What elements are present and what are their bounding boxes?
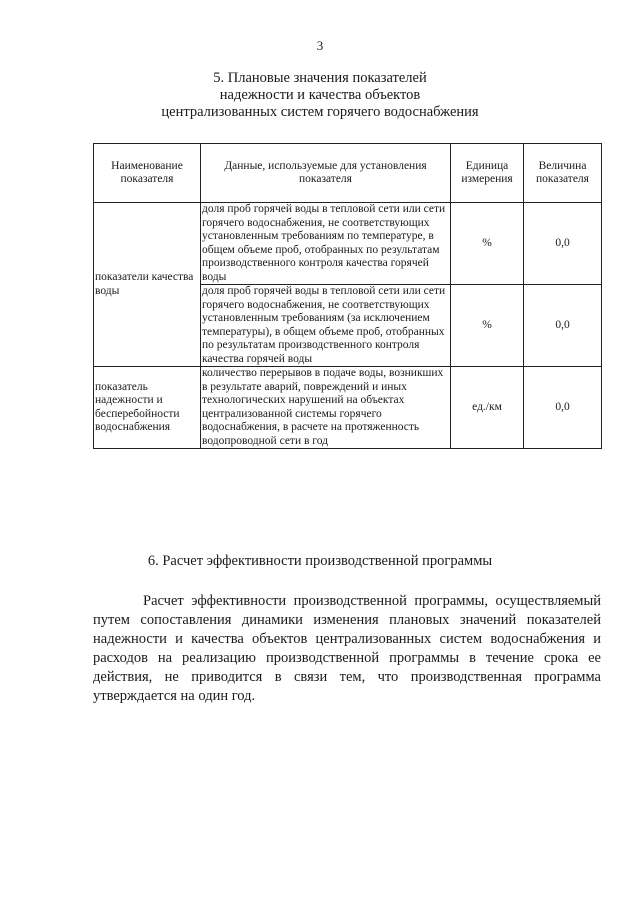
section-5-title-line: централизованных систем горячего водоснабжения [161, 104, 479, 120]
indicators-table [93, 143, 602, 449]
indicator-unit: ед./км [451, 367, 524, 449]
indicator-description: доля проб горячей воды в тепловой сети или сети горячего водоснабжения, не соответствующих установленным требованиям по температуре, в общем объеме проб, отобранных по результатам производственного контроля качества горячей воды [201, 203, 451, 285]
section-5-title [0, 70, 640, 121]
table-row [94, 367, 602, 449]
header-value: Величина показателя [524, 144, 602, 203]
indicator-description: количество перерывов в подаче воды, возникших в результате аварий, повреждений и иных технологических нарушений на объектах централизованной системы горячего водоснабжения, в расчете на протяженность водопроводной сети в год [201, 367, 451, 449]
section-6-title: 6. Расчет эффективности производственной программы [147, 553, 493, 569]
indicator-group-name: показатель надежности и бесперебойности водоснабжения [94, 367, 201, 449]
indicator-unit: % [451, 203, 524, 285]
indicator-unit: % [451, 285, 524, 367]
section-6-paragraph: Расчет эффективности производственной программы, осуществляемый путем сопоставления динамики изменения плановых значений показателей надежности и качества объектов централизованных систем водоснабжения и расходов на реализацию производственной программы в течение срока ее действия, не приводится в связи тем, что производственная программа утверждается на один год. [93, 593, 601, 704]
header-unit: Единица измерения [451, 144, 524, 203]
indicator-value: 0,0 [524, 367, 602, 449]
indicator-value: 0,0 [524, 203, 602, 285]
indicator-value: 0,0 [524, 285, 602, 367]
indicator-group-name: показатели качества воды [94, 203, 201, 367]
table-row [94, 203, 602, 285]
header-name: Наименование показателя [94, 144, 201, 203]
section-5-title-line: 5. Плановые значения показателей [213, 70, 427, 86]
page-number: 3 [316, 38, 324, 53]
table-header-row [94, 144, 602, 203]
indicator-description: доля проб горячей воды в тепловой сети или сети горячего водоснабжения, не соответствующих установленным требованиям (за исключением температуры), в общем объеме проб, отобранных по результатам производственного контроля качества горячей воды [201, 285, 451, 367]
header-data: Данные, используемые для установления показателя [201, 144, 451, 203]
section-5-title-line: надежности и качества объектов [219, 87, 421, 103]
